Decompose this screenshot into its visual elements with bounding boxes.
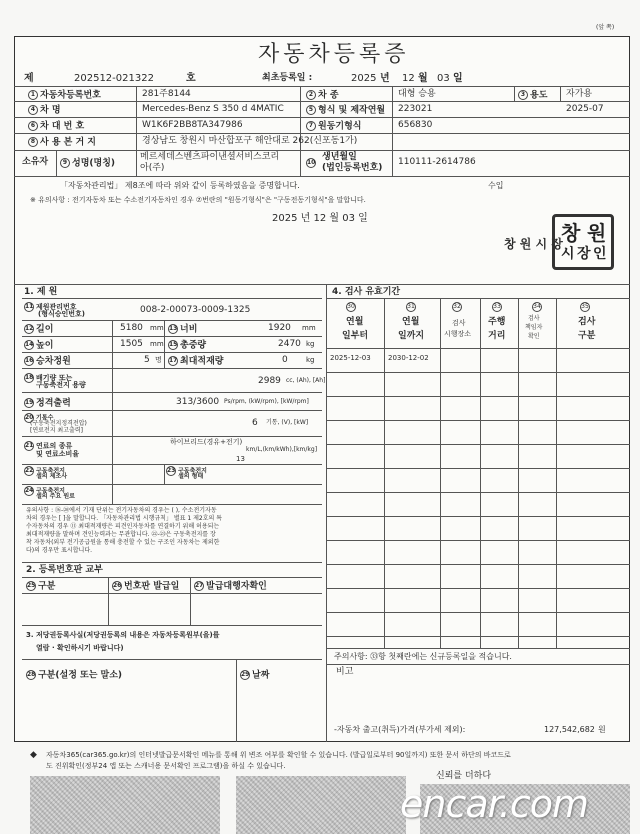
location-label: 8 사 용 본 거 지	[28, 137, 96, 148]
reg-no-label: 1 자동차등록번호	[28, 90, 101, 101]
disp-unit: cc, (Ah), [Ah]	[286, 377, 326, 384]
capacity-unit: 명	[155, 356, 162, 364]
mm-unit: mm	[150, 324, 164, 332]
vehicle-type: 대형 승용	[398, 89, 436, 99]
length-label: 12 길이	[25, 324, 54, 335]
col-num-33-icon: 33	[493, 303, 501, 310]
displacement: 2989	[258, 376, 281, 386]
birth-icon: 10	[307, 159, 316, 166]
footer-bullet-icon: ◆	[30, 750, 37, 760]
load-label: 17 최대적재량	[169, 356, 224, 367]
col-place-2: 시행장소	[444, 330, 472, 338]
barcode-2	[236, 776, 406, 834]
col-check-2: 책임자	[525, 324, 543, 331]
price-label: -자동차 출고(취득)가격(부가세 제외):	[334, 725, 466, 734]
capacity-label: 16 승차정원	[25, 356, 71, 367]
kg-unit: kg	[306, 356, 315, 364]
gross-weight: 2470	[278, 339, 301, 349]
vin: W1K6F2BB8TA347986	[142, 120, 243, 130]
plate-date-label: 26 번호판 발급일	[113, 581, 180, 592]
length: 5180	[120, 323, 143, 333]
lien-type-label: 28 구분(설정 또는 말소)	[27, 670, 123, 681]
lien-section-title-2: 열람 · 확인하시기 바랍니다)	[36, 644, 124, 652]
fuel-unit: km/L,(km/kWh),[km/kg]	[246, 446, 318, 453]
disp-label: 18 배기량 또는	[25, 374, 73, 382]
copy-label: (앞 쪽)	[596, 24, 615, 31]
height-label: 14 높이	[25, 340, 54, 351]
cyl-label-2: (구동축전지정격전압)	[30, 420, 87, 427]
plate-type-label: 25 구분	[27, 581, 56, 592]
birth-label-1: 생년월일	[322, 152, 357, 162]
capacity: 5	[144, 355, 150, 365]
col-check-3: 확인	[528, 333, 540, 340]
cert-no: 202512-021322	[74, 73, 154, 84]
fuel-label-2: 및 연료소비율	[36, 450, 80, 458]
plate-agent-label: 27 발급대행자확인	[195, 581, 267, 592]
col-dist-2: 거리	[488, 331, 506, 341]
spec-note-5: 착 자동차(외부 전기공급원을 통해 충전할 수 있는 구조인 자동차는 제외한	[26, 539, 220, 546]
cyl-unit: 기통, (V), [kW]	[266, 419, 309, 426]
spec-note-6: 다)의 경우만 표시합니다.	[26, 547, 93, 554]
footer-line-1: 자동차365(car365.go.kr)의 인터넷발급문서확인 메뉴를 통해 위 변조 여부를 확인할 수 있습니다. (발급일로부터 90일까지) 또한 문서 하단의 바코드로	[46, 751, 511, 759]
first-reg-day: 03	[437, 73, 450, 84]
insp-to: 2030-12-02	[388, 354, 429, 362]
fuel-type: 하이브리드(경유+전기)	[170, 438, 243, 446]
official-seal: 창 원 시 장 인	[552, 214, 614, 270]
col-to-1: 연월	[402, 317, 420, 327]
watermark: encar.com	[400, 782, 589, 826]
lien-date-label: 29 날짜	[241, 670, 270, 681]
power-label: 19 정격출력	[25, 398, 71, 409]
engine: 656830	[398, 120, 433, 130]
gross-label: 15 총중량	[169, 340, 207, 351]
birth-label-2: (법인등록번호)	[322, 163, 383, 173]
first-reg-year: 2025	[351, 73, 377, 84]
cert-ho: 호	[186, 73, 196, 84]
mgmt-no: 008-2-00073-0009-1325	[140, 305, 251, 315]
power: 313/3600	[176, 397, 220, 407]
vin-label: 6 차 대 번 호	[28, 121, 84, 132]
inspection-section-title: 4. 검사 유효기간	[332, 287, 401, 297]
insp-caution: 주의사항: ㉝항 첫째란에는 신규등록일을 적습니다.	[334, 652, 512, 661]
price: 127,542,682	[544, 725, 595, 734]
batt-form-label-2: 셀의 형태	[178, 473, 204, 480]
year-unit: 년	[380, 73, 390, 84]
col-num-30-icon: 30	[347, 303, 355, 310]
spec-section-title: 1. 제 원	[24, 287, 58, 297]
batt-maker-label: 22 구동축전지	[25, 467, 65, 475]
remark-label: 비고	[336, 667, 354, 677]
birth: 110111-2614786	[398, 157, 476, 167]
col-kind-2: 구분	[578, 331, 596, 341]
footer-line-2: 도 진위확인(정부24 앱 또는 스캐너용 문서확인 프로그램)을 하실 수 있습니다.	[46, 762, 286, 770]
cylinders: 6	[252, 418, 258, 428]
reg-no: 281주8144	[142, 89, 191, 99]
mm-unit: mm	[302, 324, 316, 332]
insp-from: 2025-12-03	[330, 354, 371, 362]
model-label: 5 형식 및 제작연월	[306, 105, 385, 116]
trust-label: 신뢰를 더하다	[436, 771, 492, 781]
col-kind-1: 검사	[578, 317, 596, 327]
cyl-label: 20 기통수	[25, 414, 54, 422]
mm-unit: mm	[150, 340, 164, 348]
disp-label-2: 구동축전지 용량	[36, 381, 86, 389]
spec-note-4: 최대적재량을 말하며 견인능력과는 무관합니다. ㉒-㉓은 구동축전지를 장	[26, 531, 216, 538]
engine-label: 7 원동기형식	[306, 121, 361, 132]
col-from-2: 일부터	[342, 331, 369, 341]
month-unit: 월	[418, 73, 428, 84]
mgmt-label: 11 제원관리번호	[25, 303, 77, 311]
first-reg-month: 12	[402, 73, 415, 84]
spec-note-2: 차의 경우는 [ ]을 말합니다. 「자동차관리법 시행규칙」 별표 1 제2호의 특	[26, 515, 222, 522]
owner-name-label: 9 성명(명칭)	[60, 158, 115, 169]
power-unit: Ps/rpm, (kW/rpm), [kW/rpm]	[224, 398, 309, 405]
owner-name-2: 아(주)	[140, 163, 165, 173]
width: 1920	[268, 323, 291, 333]
cyl-label-3: [연료전지 최고출력]	[30, 427, 83, 434]
issuer: 창 원 시 장	[504, 237, 563, 251]
col-place-1: 검사	[452, 319, 466, 327]
cert-no-label: 제	[24, 73, 34, 84]
batt-maker-label-2: 셀의 제조사	[36, 473, 68, 480]
spec-note-1: 유의사항 : ⑯-⑳에서 기재 단위는 전기자동차의 경우는 ( ), 수소전기자동	[26, 507, 217, 514]
vehicle-use: 자가용	[566, 89, 593, 99]
name-label: 4 차 명	[28, 105, 61, 116]
model-date: 2025-07	[566, 104, 604, 114]
fuel-efficiency: 13	[236, 455, 245, 463]
batt-mat-label: 24 구동축전지	[25, 487, 65, 495]
fuel-label: 21 연료의 종류	[25, 442, 73, 450]
batt-mat-label-2: 셀의 주요 원료	[36, 493, 75, 500]
notice-line-2: ※ 유의사항 : 전기자동차 또는 수소전기자동차인 경우 ⑦번란의 "원동기형식"은 "구동전동기형식"을 말합니다.	[30, 196, 366, 204]
col-num-34-icon: 34	[533, 303, 541, 310]
col-from-1: 연월	[346, 317, 364, 327]
owner-name-1: 메르세데스벤츠파이낸셜서비스코리	[140, 152, 280, 162]
location: 경상남도 창원시 마산합포구 해안대로 262(신포동1가)	[142, 136, 358, 146]
batt-form-label: 23 구동축전지	[167, 467, 207, 475]
first-reg-label: 최초등록일 :	[262, 73, 313, 83]
type-label: 2 차 종	[306, 90, 339, 101]
day-unit: 일	[453, 73, 463, 84]
col-num-31-icon: 31	[407, 303, 415, 310]
barcode-1	[30, 776, 220, 834]
mgmt-label-2: (형식승인번호)	[38, 310, 85, 318]
vehicle-name: Mercedes-Benz S 350 d 4MATIC	[142, 104, 284, 114]
col-to-2: 일까지	[398, 331, 425, 341]
kg-unit: kg	[306, 340, 315, 348]
plate-section-title: 2. 등록번호판 교부	[26, 565, 103, 575]
col-num-32-icon: 32	[453, 303, 461, 310]
height: 1505	[120, 339, 143, 349]
notice-line-1: 「자동차관리법」 제8조에 따라 위와 같이 등록하였음을 증명합니다.	[60, 181, 300, 190]
model: 223021	[398, 104, 433, 114]
spec-note-3: 수자동차의 경우 ⑪ 최대적재량은 피견인자동차를 연결하기 위해 허용되는	[26, 523, 220, 530]
owner-label: 소유자	[22, 157, 49, 167]
width-label: 13 너비	[169, 324, 198, 335]
page-title: 자동차등록증	[258, 42, 410, 67]
col-dist-1: 주행	[488, 317, 506, 327]
import-stamp: 수입	[488, 181, 504, 190]
use-label: 3 용도	[518, 90, 547, 101]
col-check-1: 검사	[528, 315, 540, 322]
max-load: 0	[282, 355, 288, 365]
col-num-35-icon: 35	[581, 303, 589, 310]
lien-section-title-1: 3. 저당권등록사실(저당권등록의 내용은 자동차등록원부(을)를	[26, 631, 220, 639]
price-unit: 원	[598, 725, 606, 734]
issue-date: 2025 년 12 월 03 일	[272, 213, 368, 224]
